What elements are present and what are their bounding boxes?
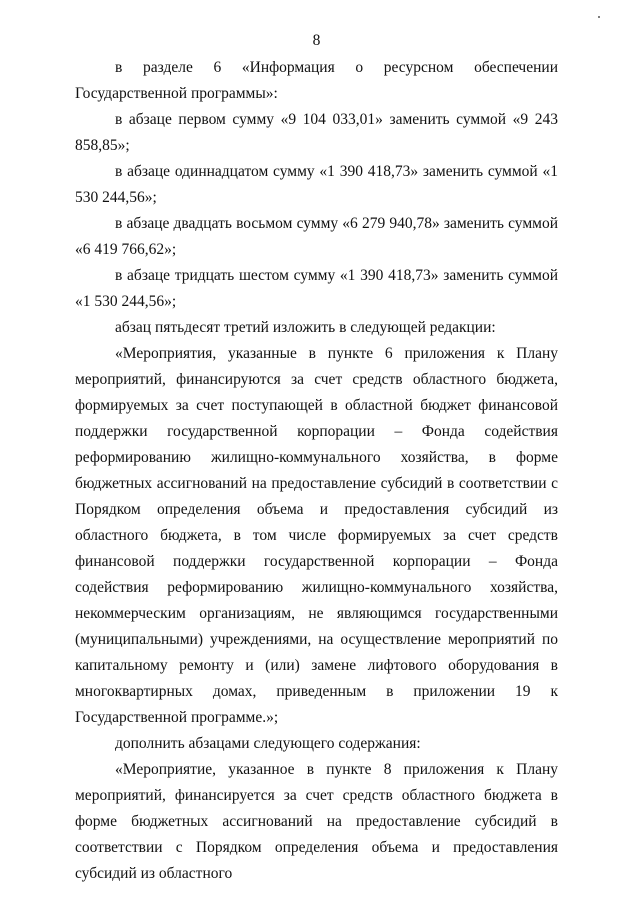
paragraph-amendment-36: в абзаце тридцать шестом сумму «1 390 418,73» заменить суммой «1 530 244,56»; xyxy=(75,267,558,310)
paragraph-measure-8: «Мероприятие, указанное в пункте 8 приложения к Плану мероприятий, финансируется за счет средств областного бюджета в форме бюджетных ассигнований на предоставление субсидий в соответствии с Порядком определения объема и предоставления субсидий из областного xyxy=(75,761,558,882)
paragraph-section-6-intro: в разделе 6 «Информация о ресурсном обеспечении Государственной программы»: xyxy=(75,59,558,102)
paragraph-add-intro: дополнить абзацами следующего содержания: xyxy=(115,735,421,752)
paragraph-amendment-28: в абзаце двадцать восьмом сумму «6 279 940,78» заменить суммой «6 419 766,62»; xyxy=(75,215,558,258)
paragraph-amendment-53-intro: абзац пятьдесят третий изложить в следующей редакции: xyxy=(115,319,496,336)
scan-speck xyxy=(598,16,600,18)
document-body xyxy=(75,55,558,887)
page-number: 8 xyxy=(312,32,321,49)
paragraph-amendment-1: в абзаце первом сумму «9 104 033,01» заменить суммой «9 243 858,85»; xyxy=(75,111,558,154)
paragraph-amendment-11: в абзаце одиннадцатом сумму «1 390 418,73» заменить суммой «1 530 244,56»; xyxy=(75,163,558,206)
paragraph-measures-6: «Мероприятия, указанные в пункте 6 приложения к Плану мероприятий, финансируются за счет средств областного бюджета, формируемых за счет поступающей в областной бюджет финансовой поддержки государственной корпорации – Фонда содействия реформированию жилищно-коммунального хозяйства, в форме бюджетных ассигнований на предоставление субсидий в соответствии с Порядком определения объема и предоставления субсидий из областного бюджета, в том числе формируемых за счет средств финансовой поддержки государственной корпорации – Фонда содействия реформированию жилищно-коммунального хозяйства, некоммерческим организациям, не являющимся государственными (муниципальными) учреждениями, на осуществление мероприятий по капитальному ремонту и (или) замене лифтового оборудования в многоквартирных домах, приведенным в приложении 19 к Государственной программе.»; xyxy=(75,345,558,726)
